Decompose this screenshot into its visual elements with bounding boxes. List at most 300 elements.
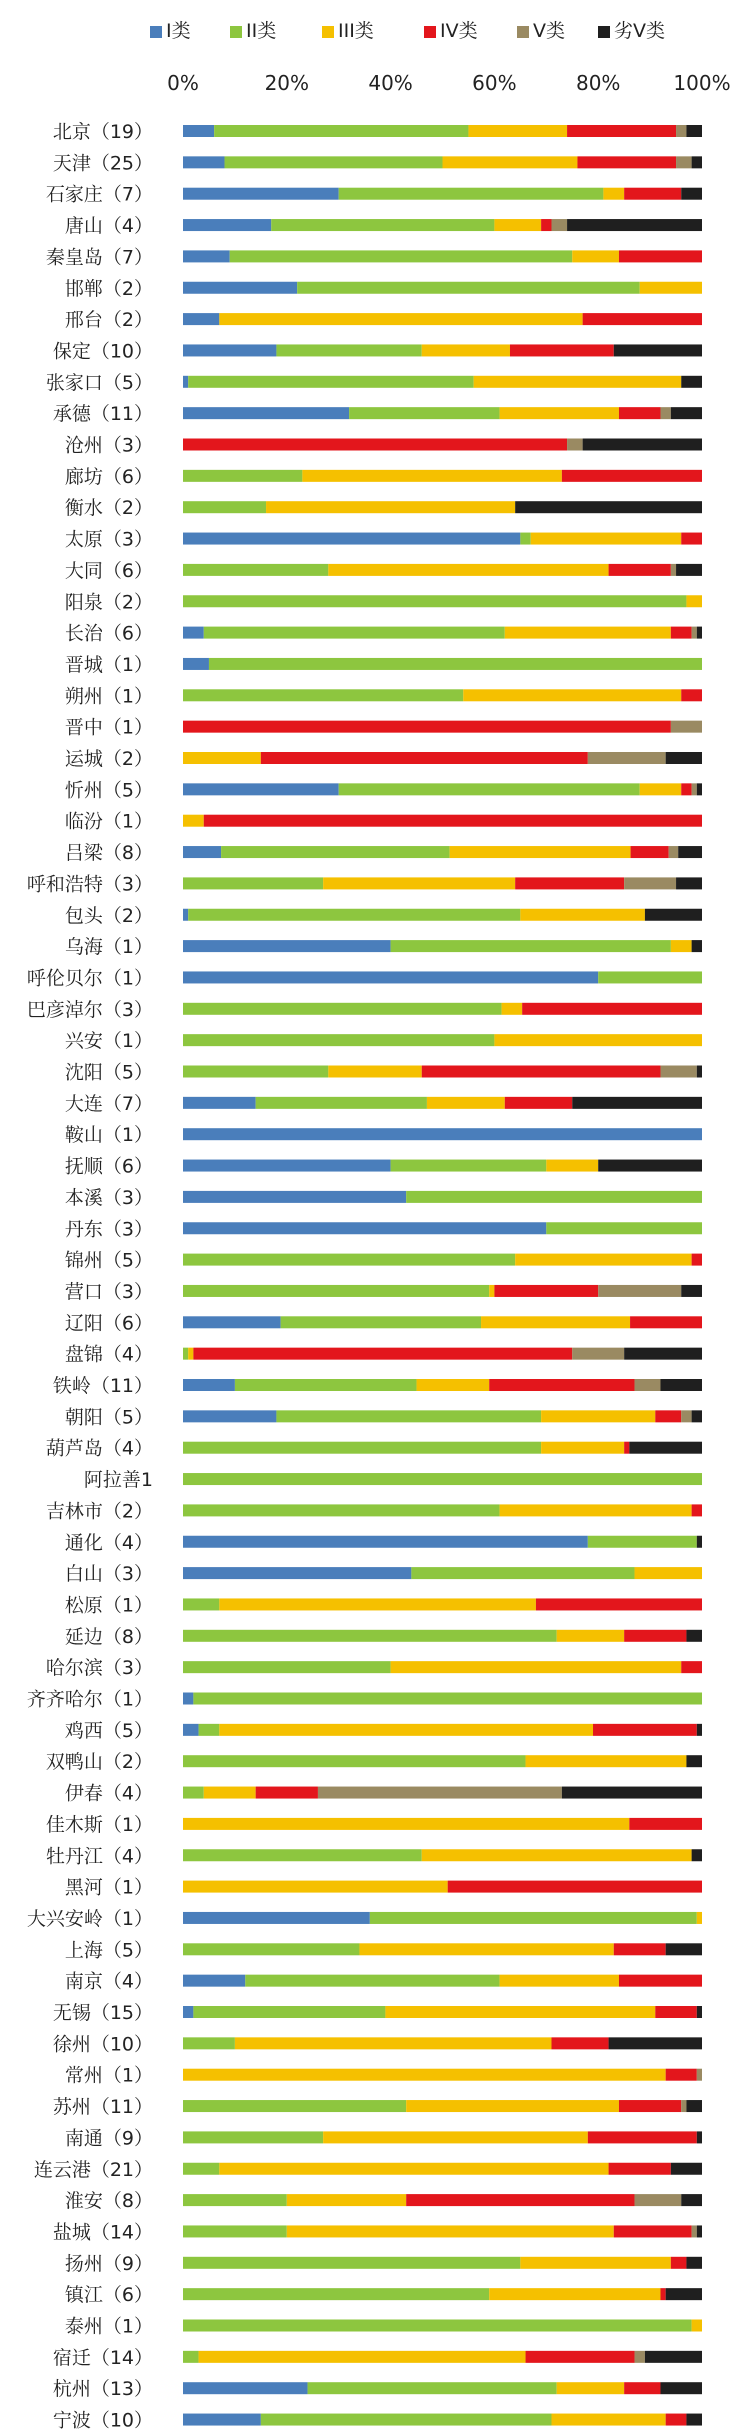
- bar-segment: [225, 156, 443, 168]
- bar-segment: [183, 1285, 489, 1297]
- x-tick-label: 100%: [673, 71, 731, 95]
- bar-segment: [619, 1975, 702, 1987]
- category-label: 辽阳（6）: [64, 1312, 153, 1335]
- bar-segment: [686, 1630, 702, 1642]
- bar-segment: [686, 2414, 702, 2426]
- category-label: 忻州（5）: [64, 779, 153, 802]
- bar-segment: [494, 219, 541, 231]
- category-label: 廊坊（6）: [64, 465, 153, 488]
- bar-segment: [551, 2037, 608, 2049]
- category-label: 石家庄（7）: [45, 183, 153, 206]
- bar-segment: [199, 2351, 526, 2363]
- bar-segment: [609, 564, 671, 576]
- bar-segment: [619, 407, 661, 419]
- bar-segment: [692, 2320, 702, 2332]
- bar-segment: [183, 1316, 281, 1328]
- bar-segment: [411, 1567, 634, 1579]
- bar-segment: [183, 783, 339, 795]
- category-label: 邯郸（2）: [64, 277, 153, 300]
- x-tick-label: 80%: [575, 71, 621, 95]
- legend-item: [230, 20, 276, 42]
- bar-segment: [261, 2414, 552, 2426]
- bar-segment: [686, 1755, 702, 1767]
- category-labels: [27, 121, 153, 2432]
- category-label: 杭州（13）: [52, 2378, 153, 2401]
- category-label: 保定（10）: [52, 340, 153, 363]
- bar-segment: [567, 125, 676, 137]
- bar-segment: [443, 156, 578, 168]
- bar-segment: [287, 2194, 406, 2206]
- bar-segment: [697, 2131, 702, 2143]
- bar-segment: [557, 1630, 624, 1642]
- bar-segment: [546, 1160, 598, 1172]
- bar-segment: [692, 1849, 702, 1861]
- bar-segment: [463, 689, 681, 701]
- bar-segment: [500, 1975, 619, 1987]
- bar-segment: [655, 2006, 697, 2018]
- bar-segment: [541, 1410, 655, 1422]
- bar-segment: [183, 627, 204, 639]
- bar-segment: [235, 1379, 417, 1391]
- category-label: 包头（2）: [64, 904, 153, 927]
- bar-segment: [183, 2382, 308, 2394]
- bar-segment: [417, 1379, 490, 1391]
- category-label: 营口（3）: [64, 1280, 153, 1303]
- bar-segment: [245, 1975, 499, 1987]
- bar-segment: [697, 1536, 702, 1548]
- bar-segment: [271, 219, 494, 231]
- bar-segment: [219, 1724, 593, 1736]
- category-label: 呼伦贝尔（1）: [26, 967, 153, 990]
- bar-segment: [406, 2100, 619, 2112]
- bar-segment: [494, 1034, 702, 1046]
- bar-segment: [681, 1285, 702, 1297]
- bar-segment: [183, 470, 302, 482]
- category-label: 吉林市（2）: [45, 1500, 153, 1523]
- bar-segment: [624, 877, 676, 889]
- bar-segment: [660, 2288, 665, 2300]
- bar-segment: [183, 2257, 520, 2269]
- legend: [150, 20, 665, 42]
- bar-segment: [219, 2163, 608, 2175]
- bar-segment: [183, 1630, 557, 1642]
- bar-segment: [199, 1724, 220, 1736]
- category-label: 松原（1）: [64, 1594, 153, 1617]
- bar-segment: [697, 2069, 702, 2081]
- bar-segment: [502, 1003, 523, 1015]
- bar-segment: [219, 313, 582, 325]
- bar-segment: [697, 2225, 702, 2237]
- bar-segment: [406, 2194, 634, 2206]
- category-label: 铁岭（11）: [52, 1375, 153, 1397]
- bar-segment: [676, 877, 702, 889]
- bar-segment: [624, 1348, 702, 1360]
- category-label: 运城（2）: [64, 748, 153, 770]
- bar-segment: [183, 2320, 692, 2332]
- bar-segment: [500, 1504, 692, 1516]
- bar-segment: [515, 877, 624, 889]
- category-label: 兴安（1）: [64, 1030, 153, 1053]
- bar-segment: [183, 1034, 494, 1046]
- category-label: 吕梁（8）: [64, 842, 153, 865]
- bar-segment: [359, 1943, 613, 1955]
- bar-segment: [261, 752, 588, 764]
- category-label: 宁波（10）: [52, 2409, 153, 2432]
- bar-segment: [541, 1442, 624, 1454]
- bar-segment: [183, 344, 276, 356]
- bar-segment: [219, 1598, 536, 1610]
- bar-segment: [572, 1348, 624, 1360]
- bar-segment: [183, 1191, 406, 1203]
- bar-segment: [183, 2225, 287, 2237]
- bar-segment: [287, 2225, 614, 2237]
- bar-segment: [297, 282, 640, 294]
- bar-segment: [692, 1410, 702, 1422]
- bar-segment: [557, 2382, 624, 2394]
- bar-segment: [385, 2006, 655, 2018]
- bar-segment: [681, 1661, 702, 1673]
- bar-segment: [666, 1943, 702, 1955]
- bar-segment: [681, 783, 691, 795]
- bar-segment: [640, 783, 682, 795]
- bar-segment: [183, 1975, 245, 1987]
- bar-segment: [188, 1348, 193, 1360]
- bar-segment: [183, 407, 349, 419]
- bar-segment: [256, 1787, 318, 1799]
- bar-segment: [697, 1066, 702, 1078]
- bar-segment: [692, 1504, 702, 1516]
- category-label: 唐山（4）: [64, 215, 153, 238]
- category-label: 鞍山（1）: [64, 1124, 153, 1147]
- category-label: 盘锦（4）: [64, 1343, 153, 1366]
- bar-segment: [692, 627, 697, 639]
- category-label: 南京（4）: [64, 1970, 153, 1993]
- bar-segment: [669, 846, 679, 858]
- category-label: 泰州（1）: [64, 2315, 153, 2338]
- bar-segment: [183, 1379, 235, 1391]
- bar-segment: [681, 2100, 686, 2112]
- category-label: 锦州（5）: [64, 1249, 153, 1272]
- bar-segment: [183, 2194, 287, 2206]
- bar-segment: [183, 2288, 489, 2300]
- category-label: 天津（25）: [52, 152, 153, 175]
- bar-segment: [640, 282, 702, 294]
- bar-segment: [686, 125, 702, 137]
- bar-segment: [183, 1818, 629, 1830]
- bar-segment: [183, 815, 204, 827]
- bar-segment: [183, 501, 266, 513]
- category-label: 连云港（21）: [33, 2158, 153, 2181]
- bar-segment: [183, 1912, 370, 1924]
- category-label: 佳木斯（1）: [45, 1813, 153, 1836]
- bar-segment: [183, 1410, 276, 1422]
- bar-segment: [520, 909, 645, 921]
- bar-segment: [692, 156, 702, 168]
- bar-segment: [474, 376, 682, 388]
- category-label: 常州（1）: [64, 2064, 153, 2087]
- bar-segment: [281, 1316, 481, 1328]
- bar-segment: [671, 2163, 702, 2175]
- bar-segment: [567, 439, 583, 451]
- category-label: 南通（9）: [64, 2127, 153, 2150]
- bar-segment: [681, 689, 702, 701]
- bar-segment: [681, 2194, 702, 2206]
- category-label: 镇江（6）: [64, 2284, 153, 2307]
- bar-segment: [318, 1787, 562, 1799]
- bar-segment: [666, 2414, 687, 2426]
- category-label: 苏州（11）: [52, 2096, 153, 2119]
- bar-segment: [183, 2069, 666, 2081]
- bar-segment: [676, 156, 692, 168]
- category-label: 衡水（2）: [64, 497, 153, 520]
- bar-segment: [183, 909, 188, 921]
- bar-segment: [183, 1536, 588, 1548]
- bar-segment: [692, 1254, 702, 1266]
- category-label: 临汾（1）: [64, 810, 153, 833]
- bar-segment: [183, 595, 686, 607]
- bar-segment: [629, 1818, 702, 1830]
- bar-segment: [635, 2351, 645, 2363]
- bar-segment: [515, 1254, 691, 1266]
- bar-segment: [183, 1598, 219, 1610]
- bar-segment: [450, 846, 631, 858]
- bar-segment: [256, 1097, 427, 1109]
- bar-segment: [183, 1755, 526, 1767]
- bar-segment: [686, 2100, 702, 2112]
- bar-segment: [188, 909, 520, 921]
- bar-segment: [422, 1849, 692, 1861]
- bar-segment: [370, 1912, 697, 1924]
- bar-segment: [572, 1097, 702, 1109]
- bar-segment: [328, 564, 608, 576]
- bar-segment: [266, 501, 515, 513]
- category-label: 鸡西（5）: [64, 1719, 153, 1742]
- bar-segment: [391, 1160, 547, 1172]
- bar-segment: [671, 627, 692, 639]
- bar-segment: [645, 2351, 702, 2363]
- bar-segment: [660, 1066, 696, 1078]
- bar-segment: [666, 752, 702, 764]
- bar-segment: [671, 564, 676, 576]
- bar-segment: [183, 1849, 422, 1861]
- bar-segment: [193, 1693, 702, 1705]
- bar-segment: [609, 2037, 702, 2049]
- bar-segment: [505, 627, 671, 639]
- bar-segment: [302, 470, 562, 482]
- bar-segment: [183, 1097, 256, 1109]
- bar-segment: [328, 1066, 421, 1078]
- bar-segment: [598, 1285, 681, 1297]
- bar-segment: [678, 846, 702, 858]
- bar-segment: [681, 188, 702, 200]
- bar-segment: [193, 2006, 385, 2018]
- bar-segment: [697, 783, 702, 795]
- bar-segment: [183, 2006, 193, 2018]
- category-label: 大同（6）: [64, 559, 153, 582]
- category-label: 淮安（8）: [64, 2190, 153, 2213]
- bar-segment: [183, 1160, 391, 1172]
- bar-segment: [183, 1943, 359, 1955]
- category-label: 葫芦岛（4）: [45, 1437, 153, 1460]
- bar-segment: [631, 846, 669, 858]
- bar-segment: [183, 658, 209, 670]
- bar-segment: [686, 2257, 702, 2269]
- bar-segment: [183, 2037, 235, 2049]
- legend-item: [150, 20, 191, 42]
- x-tick-label: 40%: [368, 71, 413, 95]
- bar-segment: [391, 940, 671, 952]
- bar-segment: [183, 971, 598, 983]
- category-label: 白山（3）: [64, 1563, 153, 1586]
- category-label: 大连（7）: [64, 1092, 153, 1115]
- bar-segment: [183, 156, 225, 168]
- x-tick-label: 60%: [472, 71, 517, 95]
- category-label: 沧州（3）: [64, 434, 153, 457]
- category-label: 无锡（15）: [52, 2002, 153, 2024]
- x-tick-label: 20%: [264, 71, 310, 95]
- bar-segment: [183, 250, 230, 262]
- bar-segment: [183, 1442, 541, 1454]
- bar-segment: [671, 940, 692, 952]
- bar-segment: [183, 940, 391, 952]
- bar-segment: [635, 1567, 702, 1579]
- bar-segment: [671, 2257, 687, 2269]
- bar-segment: [468, 125, 567, 137]
- category-label: 邢台（2）: [64, 309, 153, 332]
- bar-segment: [427, 1097, 505, 1109]
- bar-segment: [624, 188, 681, 200]
- bar-segment: [339, 783, 640, 795]
- bar-segment: [551, 2414, 665, 2426]
- bar-segment: [422, 1066, 661, 1078]
- category-label: 沈阳（5）: [64, 1061, 153, 1084]
- category-label: 阳泉（2）: [64, 591, 153, 614]
- bar-segment: [666, 2288, 702, 2300]
- category-label: 牡丹江（4）: [45, 1845, 153, 1868]
- category-label: 本溪（3）: [64, 1186, 153, 1209]
- bar-segment: [619, 2100, 681, 2112]
- bar-segment: [339, 188, 604, 200]
- bar-segment: [598, 1160, 702, 1172]
- bar-segment: [183, 313, 219, 325]
- bar-segment: [183, 1222, 546, 1234]
- legend-item: [598, 20, 665, 42]
- bar-segment: [183, 1693, 193, 1705]
- bar-segment: [619, 250, 702, 262]
- bar-segment: [520, 2257, 671, 2269]
- legend-item: [517, 20, 565, 42]
- bar-segment: [183, 1254, 515, 1266]
- bar-segment: [676, 125, 686, 137]
- bars: [183, 125, 702, 2426]
- bar-segment: [577, 156, 676, 168]
- legend-swatch: [598, 26, 610, 38]
- bar-segment: [214, 125, 468, 137]
- bar-segment: [183, 1881, 448, 1893]
- bar-segment: [183, 125, 214, 137]
- bar-segment: [686, 595, 702, 607]
- bar-segment: [588, 1536, 697, 1548]
- bar-segment: [588, 2131, 697, 2143]
- bar-segment: [323, 877, 515, 889]
- bar-segment: [209, 658, 702, 670]
- bar-segment: [562, 1787, 702, 1799]
- bar-segment: [500, 407, 619, 419]
- bar-segment: [391, 1661, 682, 1673]
- bar-segment: [183, 1504, 500, 1516]
- bar-segment: [692, 783, 697, 795]
- bar-segment: [221, 846, 450, 858]
- bar-segment: [183, 1128, 702, 1140]
- bar-segment: [188, 376, 473, 388]
- bar-segment: [183, 2131, 323, 2143]
- legend-swatch: [322, 26, 334, 38]
- bar-segment: [614, 1943, 666, 1955]
- bar-segment: [183, 877, 323, 889]
- legend-label: IV类: [440, 20, 478, 42]
- bar-segment: [681, 533, 702, 545]
- bar-segment: [541, 219, 551, 231]
- bar-segment: [583, 313, 702, 325]
- category-label: 抚顺（6）: [64, 1155, 153, 1178]
- bar-segment: [183, 846, 221, 858]
- category-label: 秦皇岛（7）: [45, 246, 153, 269]
- bar-segment: [183, 376, 188, 388]
- bar-segment: [183, 533, 520, 545]
- bar-segment: [588, 752, 666, 764]
- bar-segment: [183, 2100, 406, 2112]
- category-label: 徐州（10）: [52, 2033, 153, 2056]
- bar-segment: [183, 1066, 328, 1078]
- bar-segment: [692, 2225, 697, 2237]
- bar-segment: [505, 1097, 572, 1109]
- bar-segment: [183, 1348, 188, 1360]
- category-label: 朔州（1）: [64, 685, 153, 708]
- bar-segment: [183, 752, 261, 764]
- category-label: 伊春（4）: [64, 1782, 153, 1805]
- bar-segment: [308, 2382, 557, 2394]
- category-label: 丹东（3）: [64, 1218, 153, 1241]
- bar-segment: [645, 909, 702, 921]
- bar-segment: [183, 1787, 204, 1799]
- category-label: 双鸭山（2）: [45, 1751, 153, 1774]
- legend-label: III类: [338, 20, 374, 42]
- bar-segment: [697, 627, 702, 639]
- bar-segment: [562, 470, 702, 482]
- bar-segment: [183, 282, 297, 294]
- bar-segment: [526, 1755, 687, 1767]
- category-label: 哈尔滨（3）: [45, 1657, 153, 1680]
- bar-segment: [526, 2351, 635, 2363]
- category-label: 北京（19）: [52, 121, 153, 143]
- bar-segment: [183, 1567, 411, 1579]
- bar-segment: [629, 1442, 702, 1454]
- legend-swatch: [517, 26, 529, 38]
- bar-segment: [520, 533, 530, 545]
- bar-segment: [660, 407, 670, 419]
- bar-segment: [193, 1348, 572, 1360]
- bar-segment: [183, 2163, 219, 2175]
- legend-item: [424, 20, 478, 42]
- legend-item: [322, 20, 374, 42]
- bar-segment: [406, 1191, 702, 1203]
- bar-segment: [666, 2069, 697, 2081]
- x-axis-ticks: [167, 71, 730, 95]
- bar-segment: [697, 1724, 702, 1736]
- bar-segment: [204, 627, 505, 639]
- bar-segment: [583, 439, 702, 451]
- legend-label: I类: [166, 20, 191, 42]
